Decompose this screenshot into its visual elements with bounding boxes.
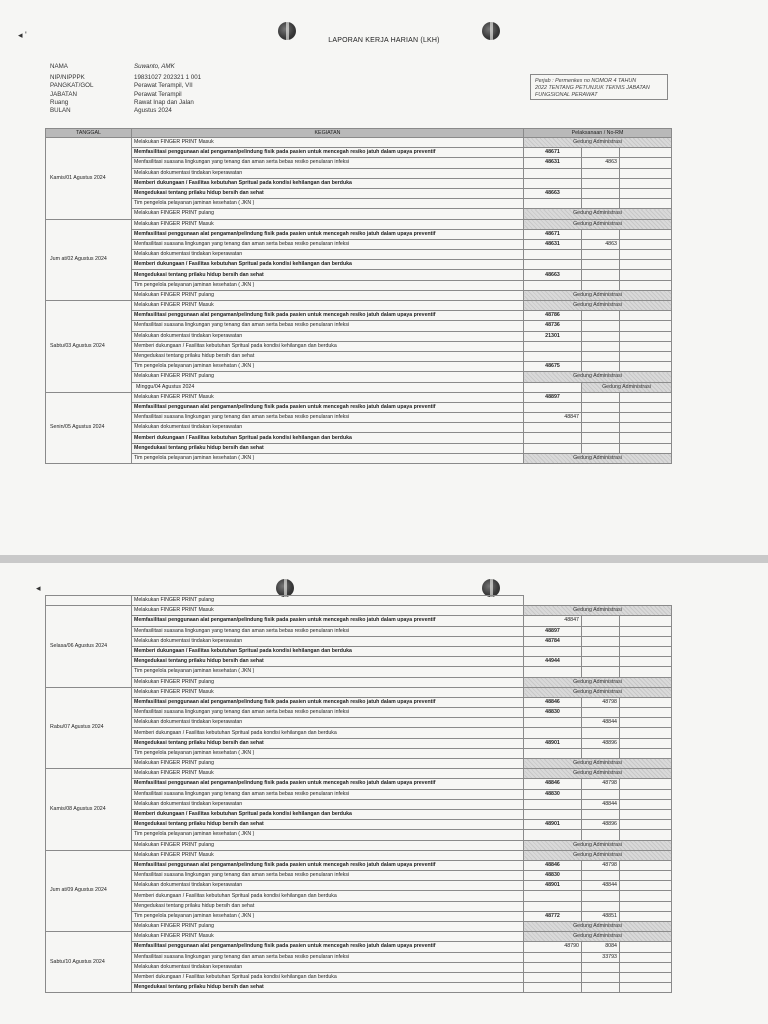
activity-cell: Memfasilitasi penggunaan alat pengaman/pelindung fisik pada pasien untuk mencegah resiko jatuh dalam upaya preventif	[132, 148, 524, 158]
table-row	[46, 321, 672, 331]
info-value: Agustus 2024	[134, 107, 172, 115]
table-row	[46, 748, 672, 758]
rm-cell: 48784	[524, 636, 582, 646]
activity-cell: Tim pengelola pelayanan jaminan kesehatan ( JKN )	[132, 911, 524, 921]
activity-cell: Tim pengelola pelayanan jaminan kesehatan ( JKN )	[132, 667, 524, 677]
table-row	[46, 972, 672, 982]
activity-cell: Melakukan FINGER PRINT Masuk	[132, 301, 524, 311]
location-cell: Gedung Administrasi	[524, 840, 672, 850]
report-title: LAPORAN KERJA HARIAN (LKH)	[328, 37, 440, 44]
activity-cell: Melakukan FINGER PRINT Masuk	[132, 687, 524, 697]
lkh-page-2	[0, 563, 768, 1024]
activity-cell: Memberi dukungaan / Fasilitas kebutuhan Spritual pada kondisi kehilangan dan berduka	[132, 891, 524, 901]
table-row	[46, 351, 672, 361]
table-row	[46, 239, 672, 249]
table-row	[46, 626, 672, 636]
activity-cell: Memberi dukungaan / Fasilitas kebutuhan Spritual pada kondisi kehilangan dan berduka	[132, 433, 524, 443]
table-row	[46, 453, 672, 463]
rm-cell: 48798	[582, 697, 620, 707]
info-value: Suwanto, AMK	[134, 63, 175, 70]
rm-cell: 8084	[582, 942, 620, 952]
rm-cell: 48830	[524, 708, 582, 718]
activity-cell: Memfasilitasi penggunaan alat pengaman/pelindung fisik pada pasien untuk mencegah resiko jatuh dalam upaya preventif	[132, 860, 524, 870]
rm-cell: 48896	[582, 820, 620, 830]
activity-cell: Melakukan dokumentasi tindakan keperawatan	[132, 718, 524, 728]
table-row	[46, 942, 672, 952]
table-row	[46, 341, 672, 351]
activity-cell: Melakukan dokumentasi tindakan keperawatan	[132, 331, 524, 341]
table-row	[46, 229, 672, 239]
table-row	[46, 423, 672, 433]
table-row	[46, 759, 672, 769]
date-cell: Kamis/08 Agustus 2024	[46, 769, 132, 851]
activity-cell: Mengedukasi tentang prilaku hidup bersih dan sehat	[132, 738, 524, 748]
activity-cell: Tim pengelola pelayanan jaminan kesehatan ( JKN )	[132, 199, 524, 209]
location-cell: Gedung Administrasi	[524, 290, 672, 300]
activity-cell: Memfasilitasi penggunaan alat pengaman/pelindung fisik pada pasien untuk mencegah resiko jatuh dalam upaya preventif	[132, 402, 524, 412]
rm-cell: 4863	[582, 158, 620, 168]
activity-cell: Mengedukasi tentang prilaku hidup bersih dan sehat	[132, 983, 524, 993]
table-row	[46, 809, 672, 819]
activity-cell: Melakukan FINGER PRINT Masuk	[132, 932, 524, 942]
date-cell: Sabtu/03 Agustus 2024	[46, 301, 132, 393]
activity-cell: Menfasilitasi suasana lingkungan yang tenang dan aman serta bebas resiko penularan infeksi	[132, 626, 524, 636]
date-cell: Rabu/07 Agustus 2024	[46, 687, 132, 769]
table-row	[46, 799, 672, 809]
table-row	[46, 250, 672, 260]
location-cell: Gedung Administrasi	[582, 382, 672, 392]
location-cell: Gedung Administrasi	[524, 759, 672, 769]
rm-cell: 44944	[524, 657, 582, 667]
header-tanggal: TANGGAL	[46, 129, 132, 138]
activity-cell: Memfasilitasi penggunaan alat pengaman/pelindung fisik pada pasien untuk mencegah resiko jatuh dalam upaya preventif	[132, 229, 524, 239]
table-row	[46, 881, 672, 891]
activity-cell: Melakukan FINGER PRINT Masuk	[132, 606, 524, 616]
info-label: Ruang	[50, 98, 69, 106]
activity-cell: Melakukan FINGER PRINT pulang	[132, 840, 524, 850]
activity-cell: Memberi dukungaan / Fasilitas kebutuhan Spritual pada kondisi kehilangan dan berduka	[132, 728, 524, 738]
rm-cell: 48897	[524, 626, 582, 636]
activity-cell: Menfasilitasi suasana lingkungan yang tenang dan aman serta bebas resiko penularan infeksi	[132, 952, 524, 962]
rm-cell: 48896	[582, 738, 620, 748]
table-row	[46, 932, 672, 942]
table-row	[46, 178, 672, 188]
info-label: JABATAN	[50, 90, 77, 98]
activity-cell: Melakukan FINGER PRINT pulang	[132, 596, 524, 606]
location-cell: Gedung Administrasi	[524, 219, 672, 229]
activity-cell: Mengedukasi tentang prilaku hidup bersih dan sehat	[132, 351, 524, 361]
employee-info	[50, 63, 334, 115]
activity-cell: Melakukan FINGER PRINT pulang	[132, 372, 524, 382]
table-row	[46, 392, 672, 402]
activity-cell: Melakukan dokumentasi tindakan keperawatan	[132, 423, 524, 433]
activity-cell: Melakukan FINGER PRINT Masuk	[132, 138, 524, 148]
rm-cell: 48790	[524, 942, 582, 952]
table-row	[46, 728, 672, 738]
activity-cell: Memberi dukungaan / Fasilitas kebutuhan Spritual pada kondisi kehilangan dan berduka	[132, 809, 524, 819]
table-row	[46, 860, 672, 870]
rm-cell: 48631	[524, 158, 582, 168]
table-row	[46, 911, 672, 921]
info-label: PANGKAT/GOL	[50, 82, 94, 90]
table-row	[46, 219, 672, 229]
activity-cell: Memfasilitasi penggunaan alat pengaman/pelindung fisik pada pasien untuk mencegah resiko jatuh dalam upaya preventif	[132, 311, 524, 321]
rm-cell: 48851	[582, 911, 620, 921]
location-cell: Gedung Administrasi	[524, 850, 672, 860]
table-row	[46, 301, 672, 311]
info-label: BULAN	[50, 107, 71, 115]
info-label: NAMA	[50, 63, 68, 70]
activity-cell: Melakukan dokumentasi tindakan keperawatan	[132, 250, 524, 260]
table-row	[46, 372, 672, 382]
table-row	[46, 769, 672, 779]
rm-cell: 21301	[524, 331, 582, 341]
rm-cell: 33793	[582, 952, 620, 962]
table-row	[46, 789, 672, 799]
perjab-line: Perjab : Permenkes no NOMOR 4 TAHUN	[535, 78, 637, 84]
rm-cell: 48846	[524, 860, 582, 870]
activity-cell: Melakukan FINGER PRINT pulang	[132, 922, 524, 932]
rm-cell: 48844	[582, 881, 620, 891]
info-value: Perawat Terampil, VII	[134, 82, 193, 90]
rm-cell: 4863	[582, 239, 620, 249]
rm-cell: 48798	[582, 779, 620, 789]
table-row	[46, 657, 672, 667]
perjab-line: FUNGSIONAL PERAWAT	[535, 92, 598, 98]
table-row	[46, 779, 672, 789]
rm-cell: 48847	[524, 413, 582, 423]
activity-cell: Menfasilitasi suasana lingkungan yang tenang dan aman serta bebas resiko penularan infeksi	[132, 708, 524, 718]
rm-cell: 48830	[524, 789, 582, 799]
activity-cell: Tim pengelola pelayanan jaminan kesehatan ( JKN )	[132, 830, 524, 840]
table-row	[46, 708, 672, 718]
location-cell: Gedung Administrasi	[524, 301, 672, 311]
table-row	[46, 413, 672, 423]
activity-cell: Memberi dukungaan / Fasilitas kebutuhan Spritual pada kondisi kehilangan dan berduka	[132, 178, 524, 188]
activity-cell: Mengedukasi tentang prilaku hidup bersih dan sehat	[132, 901, 524, 911]
perjab-line: 2022 TENTANG PETUNJUK TEKNIS JABATAN	[535, 85, 650, 91]
rm-cell: 48663	[524, 270, 582, 280]
table-row	[46, 667, 672, 677]
table-row	[46, 983, 672, 993]
table-row	[46, 168, 672, 178]
rm-cell: 48830	[524, 871, 582, 881]
location-cell: Gedung Administrasi	[524, 922, 672, 932]
activity-cell: Melakukan FINGER PRINT Masuk	[132, 219, 524, 229]
activity-cell: Tim pengelola pelayanan jaminan kesehatan ( JKN )	[132, 280, 524, 290]
info-value: Rawat Inap dan Jalan	[134, 98, 194, 106]
table-row	[46, 199, 672, 209]
table-row	[46, 148, 672, 158]
table-row	[46, 382, 672, 392]
table-row	[46, 830, 672, 840]
rm-cell: 48901	[524, 820, 582, 830]
rm-cell: 48897	[524, 392, 582, 402]
table-row	[46, 850, 672, 860]
table-row	[46, 433, 672, 443]
date-cell: Minggu/04 Agustus 2024	[132, 382, 524, 392]
date-cell: Sabtu/10 Agustus 2024	[46, 932, 132, 993]
location-cell: Gedung Administrasi	[524, 209, 672, 219]
rm-cell: 48846	[524, 779, 582, 789]
table-row	[46, 209, 672, 219]
table-row	[46, 280, 672, 290]
date-cell: Selasa/06 Agustus 2024	[46, 606, 132, 688]
location-cell: Gedung Administrasi	[524, 932, 672, 942]
activity-cell: Menfasilitasi suasana lingkungan yang tenang dan aman serta bebas resiko penularan infeksi	[132, 321, 524, 331]
activity-cell: Memberi dukungaan / Fasilitas kebutuhan Spritual pada kondisi kehilangan dan berduka	[132, 972, 524, 982]
header-kegiatan: KEGIATAN	[132, 129, 524, 138]
activity-cell: Melakukan FINGER PRINT Masuk	[132, 850, 524, 860]
location-cell: Gedung Administrasi	[524, 372, 672, 382]
table-row	[46, 901, 672, 911]
rm-cell: 48901	[524, 738, 582, 748]
table-row	[46, 636, 672, 646]
activity-cell: Menfasilitasi suasana lingkungan yang tenang dan aman serta bebas resiko penularan infeksi	[132, 158, 524, 168]
date-cell: Senin/05 Agustus 2024	[46, 392, 132, 463]
table-row	[46, 718, 672, 728]
info-value: 19831027 202321 1 001	[134, 74, 202, 82]
rm-cell: 48798	[582, 860, 620, 870]
table-row	[46, 158, 672, 168]
activity-cell: Melakukan dokumentasi tindakan keperawatan	[132, 168, 524, 178]
activity-table	[45, 128, 672, 464]
location-cell: Gedung Administrasi	[524, 769, 672, 779]
activity-cell: Melakukan FINGER PRINT pulang	[132, 209, 524, 219]
table-row	[46, 138, 672, 148]
rm-cell: 48786	[524, 311, 582, 321]
location-cell: Gedung Administrasi	[524, 138, 672, 148]
location-cell: Gedung Administrasi	[524, 453, 672, 463]
activity-cell: Memfasilitasi penggunaan alat pengaman/pelindung fisik pada pasien untuk mencegah resiko jatuh dalam upaya preventif	[132, 616, 524, 626]
rm-cell: 48675	[524, 362, 582, 372]
activity-cell: Mengedukasi tentang prilaku hidup bersih dan sehat	[132, 188, 524, 198]
table-row	[46, 270, 672, 280]
activity-cell: Memberi dukungaan / Fasilitas kebutuhan Spritual pada kondisi kehilangan dan berduka	[132, 341, 524, 351]
table-row	[46, 687, 672, 697]
table-row	[46, 443, 672, 453]
activity-cell: Melakukan dokumentasi tindakan keperawatan	[132, 962, 524, 972]
location-cell: Gedung Administrasi	[524, 606, 672, 616]
location-cell: Gedung Administrasi	[524, 687, 672, 697]
activity-cell: Memberi dukungaan / Fasilitas kebutuhan Spritual pada kondisi kehilangan dan berduka	[132, 646, 524, 656]
table-row	[46, 362, 672, 372]
table-row	[46, 616, 672, 626]
activity-cell: Tim pengelola pelayanan jaminan kesehatan ( JKN )	[132, 453, 524, 463]
date-cell: Jum at/09 Agustus 2024	[46, 850, 132, 932]
activity-cell: Melakukan dokumentasi tindakan keperawatan	[132, 799, 524, 809]
rm-cell: 48772	[524, 911, 582, 921]
activity-cell: Melakukan dokumentasi tindakan keperawatan	[132, 636, 524, 646]
scan-mark: ◂ '	[18, 30, 27, 40]
activity-cell: Memfasilitasi penggunaan alat pengaman/pelindung fisik pada pasien untuk mencegah resiko jatuh dalam upaya preventif	[132, 779, 524, 789]
table-row	[46, 697, 672, 707]
table-row	[46, 260, 672, 270]
table-row	[46, 596, 672, 606]
activity-cell: Memberi dukungaan / Fasilitas kebutuhan Spritual pada kondisi kehilangan dan berduka	[132, 260, 524, 270]
rm-cell: 48846	[524, 697, 582, 707]
table-row	[46, 188, 672, 198]
table-row	[46, 606, 672, 616]
table-row	[46, 840, 672, 850]
activity-cell: Tim pengelola pelayanan jaminan kesehatan ( JKN )	[132, 748, 524, 758]
activity-cell: Melakukan FINGER PRINT pulang	[132, 290, 524, 300]
activity-cell: Melakukan FINGER PRINT pulang	[132, 759, 524, 769]
info-value: Perawat Terampil	[134, 90, 182, 98]
activity-cell: Menfasilitasi suasana lingkungan yang tenang dan aman serta bebas resiko penularan infeksi	[132, 789, 524, 799]
table-row	[46, 891, 672, 901]
table-row	[46, 952, 672, 962]
perjab-box	[530, 74, 668, 100]
table-row	[46, 402, 672, 412]
location-cell: Gedung Administrasi	[524, 677, 672, 687]
activity-cell: Mengedukasi tentang prilaku hidup bersih dan sehat	[132, 270, 524, 280]
activity-cell: Menfasilitasi suasana lingkungan yang tenang dan aman serta bebas resiko penularan infeksi	[132, 239, 524, 249]
activity-cell: Memfasilitasi penggunaan alat pengaman/pelindung fisik pada pasien untuk mencegah resiko jatuh dalam upaya preventif	[132, 942, 524, 952]
date-cell: Kamis/01 Agustus 2024	[46, 138, 132, 220]
date-cell: Jum at/02 Agustus 2024	[46, 219, 132, 301]
table-row	[46, 331, 672, 341]
activity-cell: Mengedukasi tentang prilaku hidup bersih dan sehat	[132, 820, 524, 830]
table-row	[46, 677, 672, 687]
activity-cell: Memfasilitasi penggunaan alat pengaman/pelindung fisik pada pasien untuk mencegah resiko jatuh dalam upaya preventif	[132, 697, 524, 707]
info-label: NIP/NIPPPK	[50, 74, 85, 82]
table-row	[46, 738, 672, 748]
table-row	[46, 646, 672, 656]
table-row	[46, 962, 672, 972]
scan-mark: ◂	[36, 583, 41, 593]
activity-table	[45, 595, 672, 993]
activity-cell: Mengedukasi tentang prilaku hidup bersih dan sehat	[132, 443, 524, 453]
rm-cell: 48901	[524, 881, 582, 891]
rm-cell: 48671	[524, 229, 582, 239]
rm-cell: 48844	[582, 799, 620, 809]
table-row	[46, 290, 672, 300]
activity-cell: Menfasilitasi suasana lingkungan yang tenang dan aman serta bebas resiko penularan infeksi	[132, 871, 524, 881]
activity-cell: Melakukan FINGER PRINT Masuk	[132, 392, 524, 402]
rm-cell: 48631	[524, 239, 582, 249]
table-row	[46, 820, 672, 830]
rm-cell: 48847	[524, 616, 582, 626]
table-row	[46, 922, 672, 932]
activity-cell: Tim pengelola pelayanan jaminan kesehatan ( JKN )	[132, 362, 524, 372]
header-pelaksanaan: Pelaksanaan / No-RM	[524, 129, 672, 138]
rm-cell: 48663	[524, 188, 582, 198]
activity-cell: Melakukan FINGER PRINT pulang	[132, 677, 524, 687]
activity-cell: Menfasilitasi suasana lingkungan yang tenang dan aman serta bebas resiko penularan infeksi	[132, 413, 524, 423]
activity-cell: Melakukan FINGER PRINT Masuk	[132, 769, 524, 779]
activity-cell: Mengedukasi tentang prilaku hidup bersih dan sehat	[132, 657, 524, 667]
activity-cell: Melakukan dokumentasi tindakan keperawatan	[132, 881, 524, 891]
rm-cell: 48671	[524, 148, 582, 158]
rm-cell: 48736	[524, 321, 582, 331]
rm-cell: 48844	[582, 718, 620, 728]
table-header-row	[46, 129, 672, 138]
table-row	[46, 871, 672, 881]
table-row	[46, 311, 672, 321]
